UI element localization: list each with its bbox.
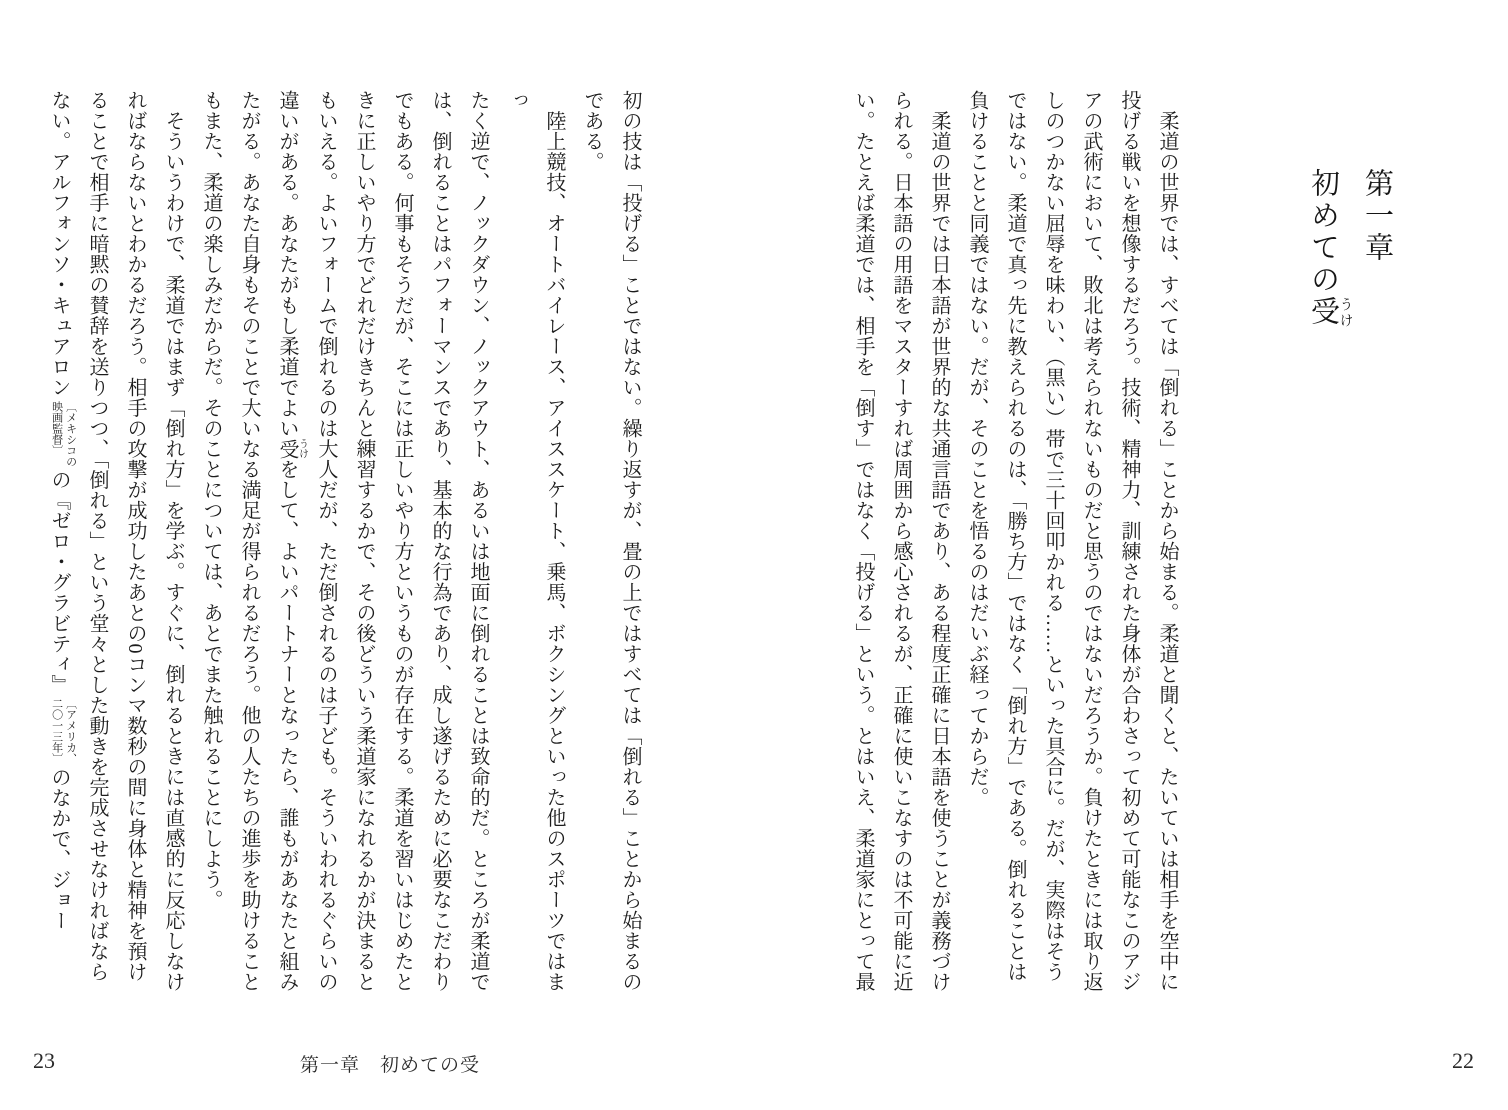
text-column: である。 [581,90,603,172]
chapter-name [1298,168,1352,328]
text-column: ることで相手に暗黙の賛辞を送りつつ、「倒れる」という堂々とした動きを完成させなければなら [86,90,108,982]
text-column: そういうわけで、柔道ではまず「倒れ方」を学ぶ。すぐに、倒れるときには直感的に反応しなけ [162,90,184,992]
text-column: 柔道の世界では、すべては「倒れる」ことから始まる。柔道と聞くと、たいていは相手を空中に [1156,90,1178,992]
chapter-name-ruby: 受うけ [1307,296,1353,328]
chapter-name-text: 初めての [1307,168,1339,296]
inline-note-director: 〔メキシコの 映画監督〕 [50,400,77,467]
text-segment: をして、よいパートナーとなったら、誰もがあなたと組み [276,459,298,992]
text-column: もいえる。よいフォームで倒れるのは大人だが、ただ倒されるのは子ども。そういわれるぐらいの [315,90,337,992]
text-column: でもある。何事もそうだが、そこには正しいやり方というものが存在する。柔道を習いはじめたと [391,90,413,992]
text-column: しのつかない屈辱を味わい、（黒い）帯で三十回叩かれる……といった具合に。だが、実際はそう [1042,90,1064,982]
running-title: 第一章 初めての受 [300,1055,481,1076]
uke-ruby: 受うけ [276,438,308,459]
text-column: ればならないとわかるだろう。相手の攻撃が成功したあとの0コンマ数秒の間に身体と精神を預け [124,90,146,982]
right-page-body [844,90,1186,1006]
text-column: たく逆で、ノックダウン、ノックアウト、あるいは地面に倒れることは致命的だ。ところが柔道で [467,90,489,992]
page-number-right: 22 [1452,1048,1474,1073]
text-column-with-notes [40,90,78,1006]
text-column: たがる。あなた自身もそのことで大いなる満足が得られるだろう。他の人たちの進歩を助けること [238,90,260,992]
page-number-left: 23 [33,1048,55,1073]
left-page-body [40,90,649,1006]
text-column: きに正しいやり方でどれだけきちんと練習するかで、その後どういう柔道家になれるかが決まると [353,90,375,992]
text-column: 負けることと同義ではない。だが、そのことを悟るのはだいぶ経ってからだ。 [966,90,988,808]
chapter-number: 第一章 [1361,168,1393,264]
text-column: ではない。柔道で真っ先に教えられるのは、「勝ち方」ではなく「倒れ方」である。倒れることは [1004,90,1026,982]
text-column: もまた、柔道の楽しみだからだ。そのことについては、あとでまた触れることにしよう。 [200,90,222,910]
text-column: 初の技は「投げる」ことではない。繰り返すが、畳の上ではすべては「倒れる」ことから始まるの [619,90,641,992]
text-segment: 違いがある。あなたがもし柔道でよい [276,90,298,439]
furigana: うけ [296,438,308,459]
text-segment: のなかで、ジョー [48,767,70,931]
text-column: 柔道の世界では日本語が世界的な共通言語であり、ある程度正確に日本語を使うことが義務づけ [928,90,950,992]
text-column-with-ruby [268,90,307,1006]
furigana: うけ [1337,296,1353,328]
text-column: 投げる戦いを想像するだろう。技術、精神力、訓練された身体が合わさって初めて可能なこのアジ [1118,90,1140,992]
chapter-title [1298,168,1402,328]
text-column: られる。日本語の用語をマスターすれば周囲から感心されるが、正確に使いこなすのは不可能に近 [890,90,912,992]
inline-note-film: 〔アメリカ、 二〇一三年〕 [50,698,77,764]
text-segment: の『ゼロ・グラビティ』 [48,469,70,695]
text-column: は、倒れることはパフォーマンスであり、基本的な行為であり、成し遂げるために必要なこだわり [429,90,451,992]
text-column: 陸上競技、オートバイレース、アイススケート、乗馬、ボクシングといった他のスポーツではまっ [505,90,565,992]
text-column: い。たとえば柔道では、相手を「倒す」ではなく「投げる」という。とはいえ、柔道家にとって最 [852,90,874,992]
text-segment: ない。アルフォンソ・キュアロン [48,90,70,398]
text-column: アの武術において、敗北は考えられないものだと思うのではないだろうか。負けたときには取り返 [1080,90,1102,992]
